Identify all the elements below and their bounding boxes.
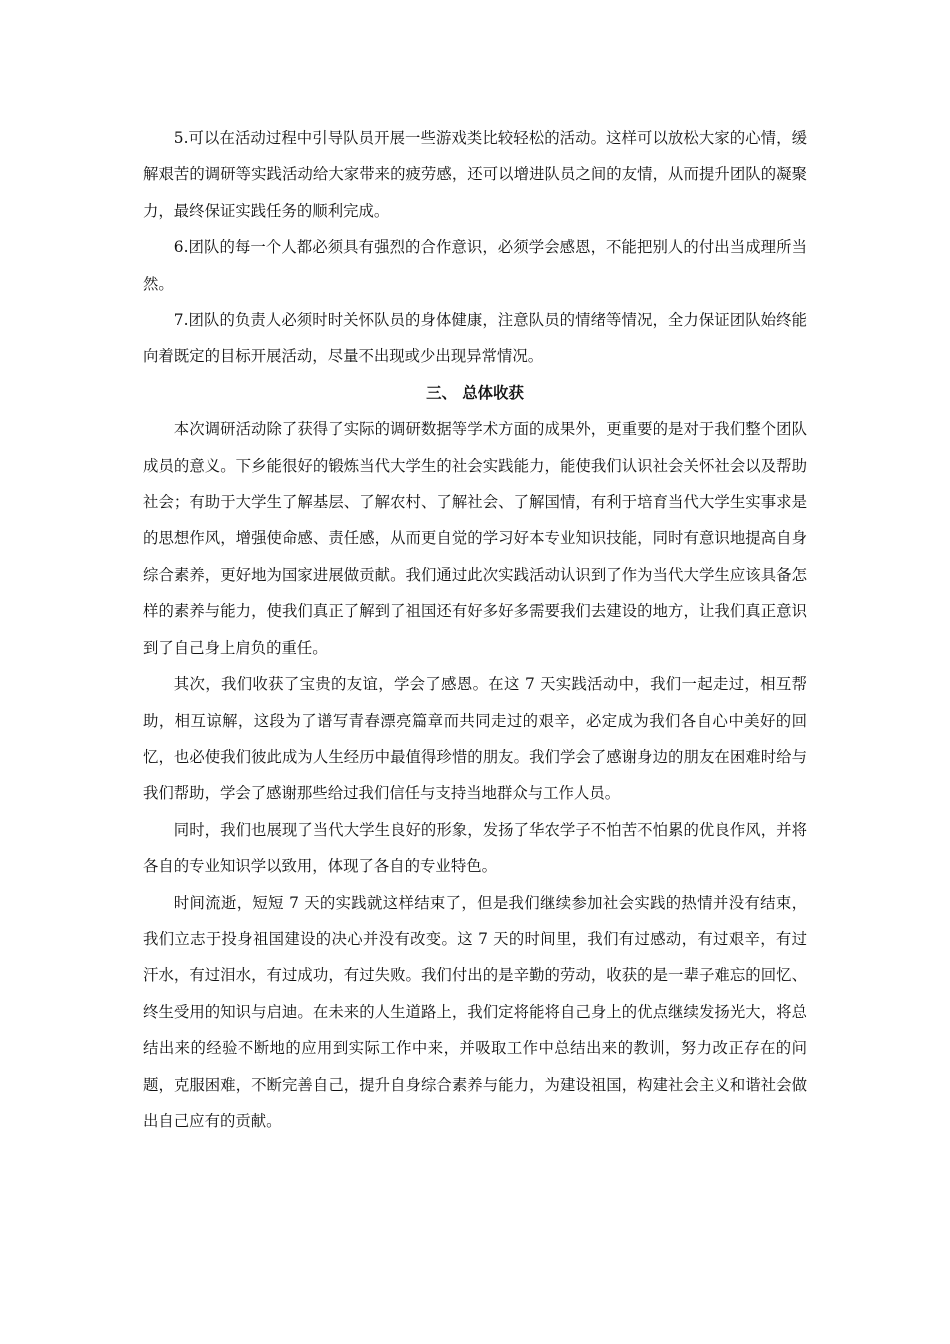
paragraph-item-6: 6.团队的每一个人都必须具有强烈的合作意识，必须学会感恩，不能把别人的付出当成理所当然。 xyxy=(143,238,807,293)
paragraph-summary: 本次调研活动除了获得了实际的调研数据等学术方面的成果外，更重要的是对于我们整个团队成员的意义。下乡能很好的锻炼当代大学生的社会实践能力，能使我们认识社会关怀社会以及帮助社会；有助于大学生了解基层、了解农村、了解社会、了解国情，有利于培育当代大学生实事求是的思想作风，增强使命感、责任感，从而更自觉的学习好本专业知识技能，同时有意识地提高自身综合素养，更好地为国家进展做贡献。我们通过此次实践活动认识到了作为当代大学生应该具备怎样的素养与能力，使我们真正了解到了祖国还有好多好多需要我们去建设的地方，让我们真正意识到了自己身上肩负的重任。 xyxy=(143,420,807,657)
paragraph-item-5: 5.可以在活动过程中引导队员开展一些游戏类比较轻松的活动。这样可以放松大家的心情，缓解艰苦的调研等实践活动给大家带来的疲劳感，还可以增进队员之间的友情，从而提升团队的凝聚力，最终保证实践任务的顺利完成。 xyxy=(143,129,807,220)
paragraph-item-7: 7.团队的负责人必须时时关怀队员的身体健康，注意队员的情绪等情况，全力保证团队始终能向着既定的目标开展活动，尽量不出现或少出现异常情况。 xyxy=(143,311,807,366)
paragraph-friendship: 其次，我们收获了宝贵的友谊，学会了感恩。在这 7 天实践活动中，我们一起走过，相互帮助，相互谅解，这段为了谱写青春漂亮篇章而共同走过的艰辛，必定成为我们各自心中美好的回忆，也必使我们彼此成为人生经历中最值得珍惜的朋友。我们学会了感谢身边的朋友在困难时给与我们帮助，学会了感谢那些给过我们信任与支持当地群众与工作人员。 xyxy=(143,675,807,803)
paragraph-image: 同时，我们也展现了当代大学生良好的形象，发扬了华农学子不怕苦不怕累的优良作风，并将各自的专业知识学以致用，体现了各自的专业特色。 xyxy=(143,820,807,876)
section-heading: 三、 总体收获 xyxy=(426,383,524,402)
paragraph-conclusion: 时间流逝，短短 7 天的实践就这样结束了，但是我们继续参加社会实践的热情并没有结束，我们立志于投身祖国建设的决心并没有改变。这 7 天的时间里，我们有过感动，有过艰辛，有过汗水，有过泪水，有过成功，有过失败。我们付出的是辛勤的劳动，收获的是一辈子难忘的回忆、终生受用的知识与启迪。在未来的人生道路上，我们定将能将自己身上的优点继续发扬光大，将总结出来的经验不断地的应用到实际工作中来，并吸取工作中总结出来的教训，努力改正存在的问题，克服困难，不断完善自己，提升自身综合素养与能力，为建设祖国，构建社会主义和谐社会做出自己应有的贡献。 xyxy=(143,893,807,1130)
document-body xyxy=(143,120,807,1139)
